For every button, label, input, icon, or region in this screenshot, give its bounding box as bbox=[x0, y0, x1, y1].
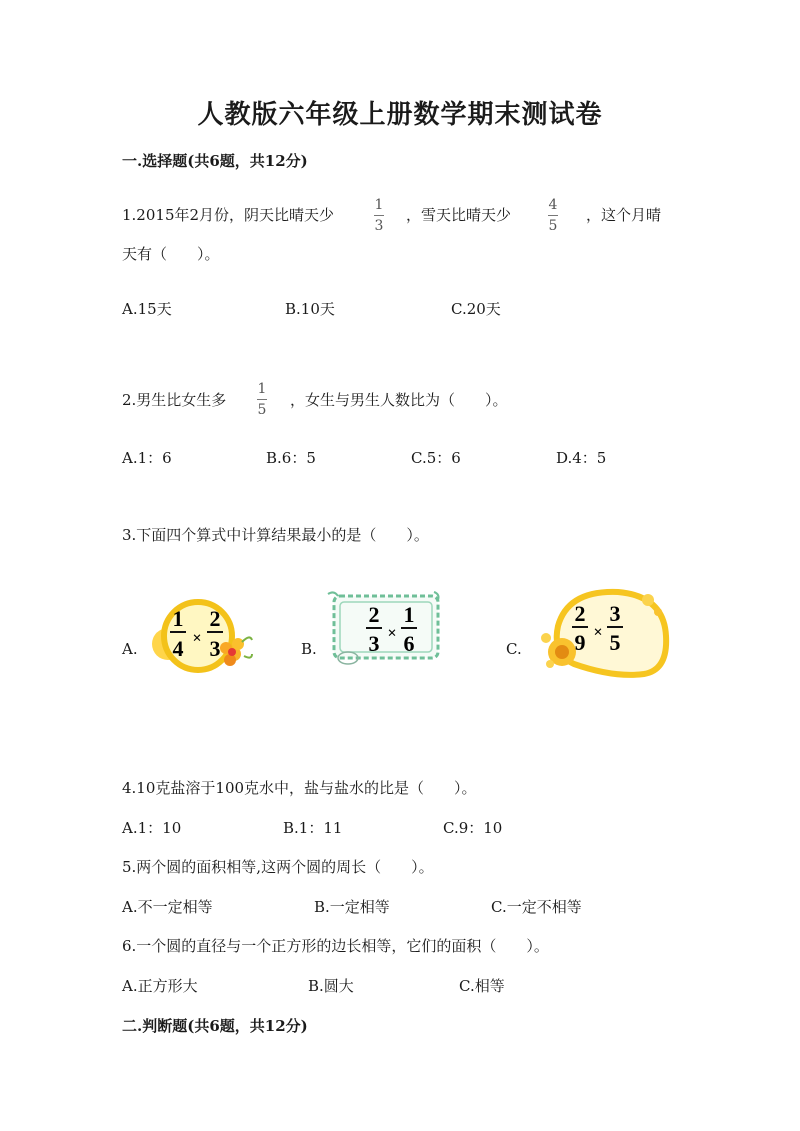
q3-c-den1: 9 bbox=[574, 630, 586, 655]
q5-option-c: C.一定不相等 bbox=[491, 898, 582, 916]
q4-text: 4.10克盐溶于100克水中，盐与盐水的比是（ ）。 bbox=[122, 779, 477, 797]
q1-frac1-den: 3 bbox=[374, 218, 384, 234]
q1-option-a: A.15天 bbox=[122, 300, 172, 318]
q3-expression-c-image bbox=[528, 586, 670, 678]
q2-frac-den: 5 bbox=[257, 402, 267, 418]
q2-fraction bbox=[257, 382, 267, 417]
q2-option-a: A.1：6 bbox=[122, 449, 172, 467]
q3-c-num1: 2 bbox=[574, 601, 586, 626]
q4-option-a: A.1：10 bbox=[122, 819, 182, 837]
q3-a-den1: 4 bbox=[172, 636, 184, 661]
q6-option-b: B.圆大 bbox=[308, 977, 354, 995]
q6-text: 6.一个圆的直径与一个正方形的边长相等，它们的面积（ ）。 bbox=[122, 937, 549, 955]
q3-b-op: × bbox=[387, 625, 397, 642]
q3-a-den2: 3 bbox=[209, 636, 221, 661]
q2-text-a: 2.男生比女生多 bbox=[122, 391, 227, 409]
q3-label-a: A. bbox=[122, 640, 138, 658]
q4-option-b: B.1：11 bbox=[283, 819, 343, 837]
q3-a-num1: 1 bbox=[172, 606, 184, 631]
q1-frac1-num: 1 bbox=[374, 197, 384, 213]
q4-option-c: C.9：10 bbox=[443, 819, 503, 837]
q5-option-b: B.一定相等 bbox=[314, 898, 390, 916]
q2-text-b: ，女生与男生人数比为（ ）。 bbox=[290, 391, 508, 409]
q2-option-c: C.5：6 bbox=[411, 449, 461, 467]
q3-label-b: B. bbox=[301, 640, 317, 658]
q3-text: 3.下面四个算式中计算结果最小的是（ ）。 bbox=[122, 526, 429, 544]
q6-option-a: A.正方形大 bbox=[122, 977, 198, 995]
q6-option-c: C.相等 bbox=[459, 977, 505, 995]
q3-c-den2: 5 bbox=[609, 630, 621, 655]
q2-option-d: D.4：5 bbox=[556, 449, 607, 467]
q3-b-num2: 1 bbox=[403, 602, 415, 627]
q3-b-num1: 2 bbox=[368, 602, 380, 627]
section-heading-choice: 一.选择题(共6题，共12分) bbox=[122, 152, 308, 170]
q1-fraction-2 bbox=[548, 198, 558, 233]
q1-option-c: C.20天 bbox=[451, 300, 501, 318]
q5-option-a: A.不一定相等 bbox=[122, 898, 213, 916]
q1-text-b: ，雪天比晴天少 bbox=[406, 206, 512, 224]
q2-option-b: B.6：5 bbox=[266, 449, 316, 467]
q3-c-op: × bbox=[593, 624, 603, 641]
q3-b-den1: 3 bbox=[368, 631, 380, 656]
q2-frac-num: 1 bbox=[257, 381, 267, 397]
q3-expression-b-image bbox=[322, 588, 446, 670]
q5-text: 5.两个圆的面积相等,这两个圆的周长（ ）。 bbox=[122, 858, 434, 876]
q1-text-c: ，这个月晴 bbox=[586, 206, 662, 224]
q1-fraction-1 bbox=[374, 198, 384, 233]
q3-expression-a-image bbox=[142, 596, 254, 678]
q1-text-a: 1.2015年2月份，阴天比晴天少 bbox=[122, 206, 335, 224]
q3-label-c: C. bbox=[506, 640, 522, 658]
q1-frac2-den: 5 bbox=[548, 218, 558, 234]
q3-b-den2: 6 bbox=[403, 631, 415, 656]
q3-c-num2: 3 bbox=[609, 601, 621, 626]
q1-option-b: B.10天 bbox=[285, 300, 335, 318]
q1-frac2-num: 4 bbox=[548, 197, 558, 213]
q1-text-d: 天有（ ）。 bbox=[122, 245, 220, 263]
section-heading-judgement: 二.判断题(共6题，共12分) bbox=[122, 1017, 308, 1035]
q3-a-num2: 2 bbox=[209, 606, 221, 631]
q3-a-op: × bbox=[192, 630, 202, 647]
page-title: 人教版六年级上册数学期末测试卷 bbox=[197, 100, 603, 130]
